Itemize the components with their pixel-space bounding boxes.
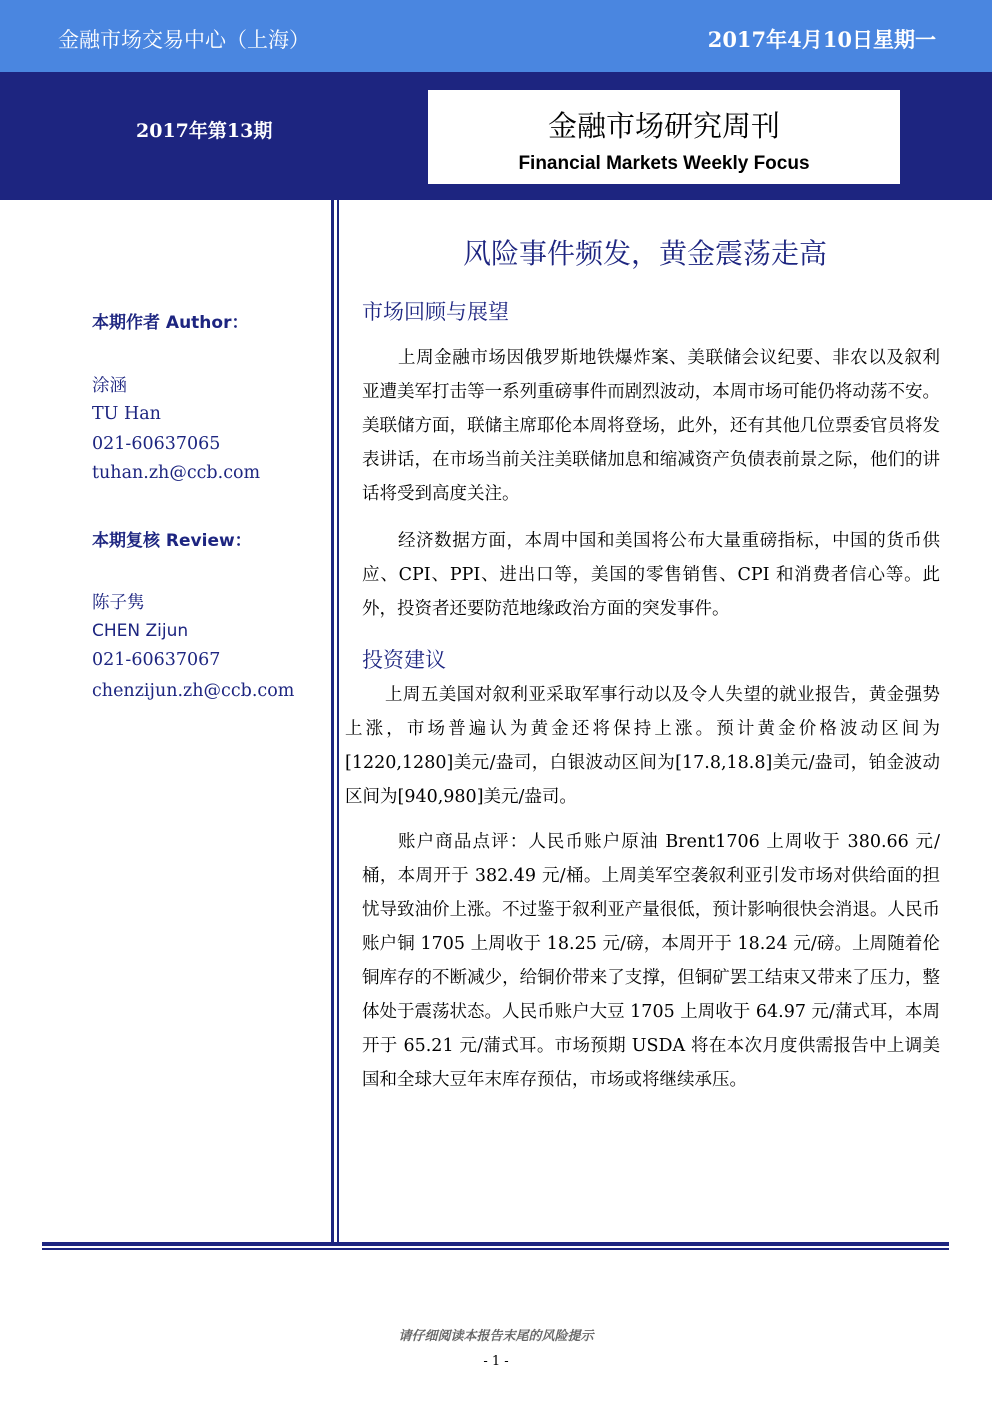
column-divider-thin [337, 200, 339, 1243]
section-title-advice: 投资建议 [362, 648, 446, 672]
paragraph-economic-data: 经济数据方面，本周中国和美国将公布大量重磅指标，中国的货币供应、CPI、PPI、进出口等，美国的零售销售、CPI 和消费者信心等。此外，投资者还要防范地缘政治方面的突发事件。 [362, 531, 940, 619]
risk-warning-note: 请仔细阅读本报告末尾的风险提示 [398, 1329, 594, 1344]
publication-title-box [428, 90, 900, 184]
author-phone: 021-60637065 [92, 434, 221, 454]
author-name-en: TU Han [92, 404, 161, 424]
page-number: - 1 - [483, 1354, 509, 1369]
column-divider [331, 200, 334, 1243]
review-heading: 本期复核 Review： [92, 531, 252, 551]
author-heading: 本期作者 Author： [92, 313, 249, 333]
bottom-rule [42, 1242, 949, 1246]
issue-number: 2017年第13期 [136, 120, 273, 142]
publication-title-cn: 金融市场研究周刊 [547, 109, 780, 143]
reviewer-email[interactable]: chenzijun.zh@ccb.com [92, 681, 295, 701]
org-name: 金融市场交易中心（上海） [58, 28, 310, 52]
section-title-review: 市场回顾与展望 [362, 300, 509, 324]
issue-date: 2017年4月10日星期一 [707, 27, 936, 52]
article-headline: 风险事件频发，黄金震荡走高 [462, 237, 827, 270]
bottom-rule-thin [42, 1248, 949, 1250]
top-bar [0, 0, 992, 72]
reviewer-phone: 021-60637067 [92, 650, 221, 670]
paragraph-commodity-review: 账户商品点评：人民币账户原油 Brent1706 上周收于 380.66 元/桶，本周开于 382.49 元/桶。上周美军空袭叙利亚引发市场对供给面的担忧导致油价上涨。不过鉴于叙利亚产量很低，预计影响很快会消退。人民币账户铜 1705 上周收于 18.25 元/磅，本周开于 18.24 元/磅。上周随着伦铜库存的不断减少，给铜价带来了支撑，但铜矿罢工结束又带来了压力，整体处于震荡状态。人民币账户大豆 1705 上周收于 64.97 元/蒲式耳，本周开于 65.21 元/蒲式耳。市场预期 USDA 将在本次月度供需报告中上调美国和全球大豆年末库存预估，市场或将继续承压。 [362, 832, 940, 1090]
author-name-cn: 涂涵 [92, 376, 127, 396]
paragraph-market-review: 上周金融市场因俄罗斯地铁爆炸案、美联储会议纪要、非农以及叙利亚遭美军打击等一系列重磅事件而剧烈波动，本周市场可能仍将动荡不安。美联储方面，联储主席耶伦本周将登场，此外，还有其他几位票委官员将发表讲话，在市场当前关注美联储加息和缩减资产负债表前景之际，他们的讲话将受到高度关注。 [362, 348, 940, 504]
paragraph-investment-advice: 上周五美国对叙利亚采取军事行动以及令人失望的就业报告，黄金强势上涨，市场普遍认为黄金还将保持上涨。预计黄金价格波动区间为[1220,1280]美元/盎司，白银波动区间为[17.8,18.8]美元/盎司，铂金波动区间为[940,980]美元/盎司。 [345, 685, 940, 807]
reviewer-name-cn: 陈子隽 [92, 593, 145, 613]
reviewer-name-en: CHEN Zijun [92, 621, 189, 641]
author-email[interactable]: tuhan.zh@ccb.com [92, 463, 261, 483]
publication-title-en: Financial Markets Weekly Focus [518, 153, 810, 174]
